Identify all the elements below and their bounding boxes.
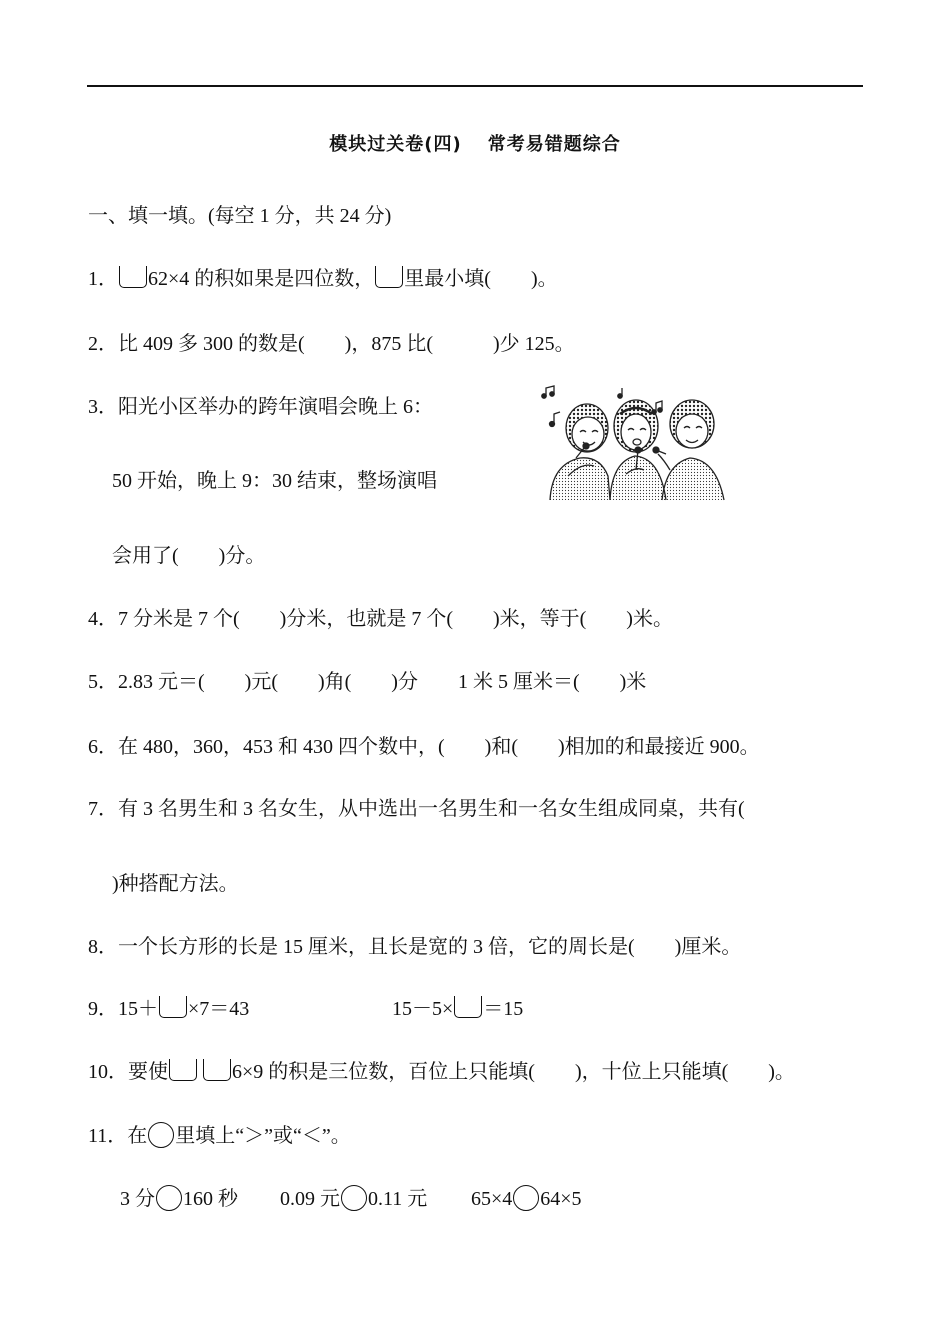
compare-1: [120, 1185, 238, 1213]
question-2: 2．比 409 多 300 的数是( )，875 比( )少 125。: [88, 333, 575, 355]
question-5: 5．2.83 元＝( )元( )角( )分 1 米 5 厘米＝( )米: [88, 671, 647, 693]
question-4: 4．7 分米是 7 个( )分米，也就是 7 个( )米，等于( )米。: [88, 608, 673, 630]
page-title: [0, 130, 950, 156]
compare-1-right: 160 秒: [183, 1188, 238, 1210]
question-9b-post: ＝15: [483, 998, 524, 1020]
compare-2-right: 0.11 元: [368, 1188, 428, 1210]
answer-circle[interactable]: [341, 1185, 367, 1211]
answer-box[interactable]: [159, 996, 187, 1018]
question-9a: [88, 995, 249, 1023]
title-main: 模块过关卷(四): [329, 134, 462, 155]
question-11: [88, 1122, 351, 1150]
question-1-number: 1．: [88, 268, 118, 290]
title-sub: 常考易错题综合: [487, 134, 621, 155]
top-rule: [87, 85, 863, 87]
answer-box[interactable]: [169, 1059, 197, 1081]
question-9b-pre: 15－5×: [392, 998, 454, 1020]
compare-3-right: 64×5: [540, 1188, 582, 1210]
compare-1-left: 3 分: [120, 1188, 155, 1210]
answer-box[interactable]: [203, 1059, 231, 1081]
question-3-line2: 50 开始，晚上 9：30 结束，整场演唱: [112, 470, 437, 492]
question-8: 8．一个长方形的长是 15 厘米，且长是宽的 3 倍，它的周长是( )厘米。: [88, 936, 742, 958]
question-9a-pre: 9．15＋: [88, 998, 158, 1020]
compare-2-left: 0.09 元: [280, 1188, 340, 1210]
question-11-pre: 11．在: [88, 1125, 148, 1147]
question-1-text: 62×4 的积如果是四位数，: [148, 268, 375, 290]
answer-circle[interactable]: [156, 1185, 182, 1211]
section-heading: 一、填一填。(每空 1 分，共 24 分): [88, 205, 392, 227]
question-10-pre: 10．要使: [88, 1061, 168, 1083]
question-9b: [392, 995, 523, 1023]
answer-box[interactable]: [119, 266, 147, 288]
question-1-tail: 里最小填( )。: [404, 268, 558, 290]
question-1: [88, 265, 558, 293]
singing-children-icon: [540, 384, 730, 502]
question-11-post: 里填上“＞”或“＜”。: [175, 1125, 351, 1147]
question-6: 6．在 480，360，453 和 430 四个数中，( )和( )相加的和最接近 900。: [88, 736, 760, 758]
answer-circle-ref: [148, 1122, 174, 1148]
question-3-line1: 3．阳光小区举办的跨年演唱会晚上 6：: [88, 396, 433, 418]
question-10: [88, 1058, 795, 1086]
answer-box-ref: [375, 266, 403, 288]
question-7-line2: )种搭配方法。: [112, 873, 239, 895]
question-3-line3: 会用了( )分。: [112, 545, 266, 567]
compare-2: [280, 1185, 427, 1213]
question-9a-post: ×7＝43: [188, 998, 250, 1020]
question-7-line1: 7．有 3 名男生和 3 名女生，从中选出一名男生和一名女生组成同桌，共有(: [88, 798, 745, 820]
answer-circle[interactable]: [513, 1185, 539, 1211]
answer-box[interactable]: [454, 996, 482, 1018]
question-10-text: 6×9 的积是三位数，百位上只能填( )，十位上只能填( )。: [232, 1061, 795, 1083]
compare-3-left: 65×4: [471, 1188, 513, 1210]
compare-3: [471, 1185, 582, 1213]
